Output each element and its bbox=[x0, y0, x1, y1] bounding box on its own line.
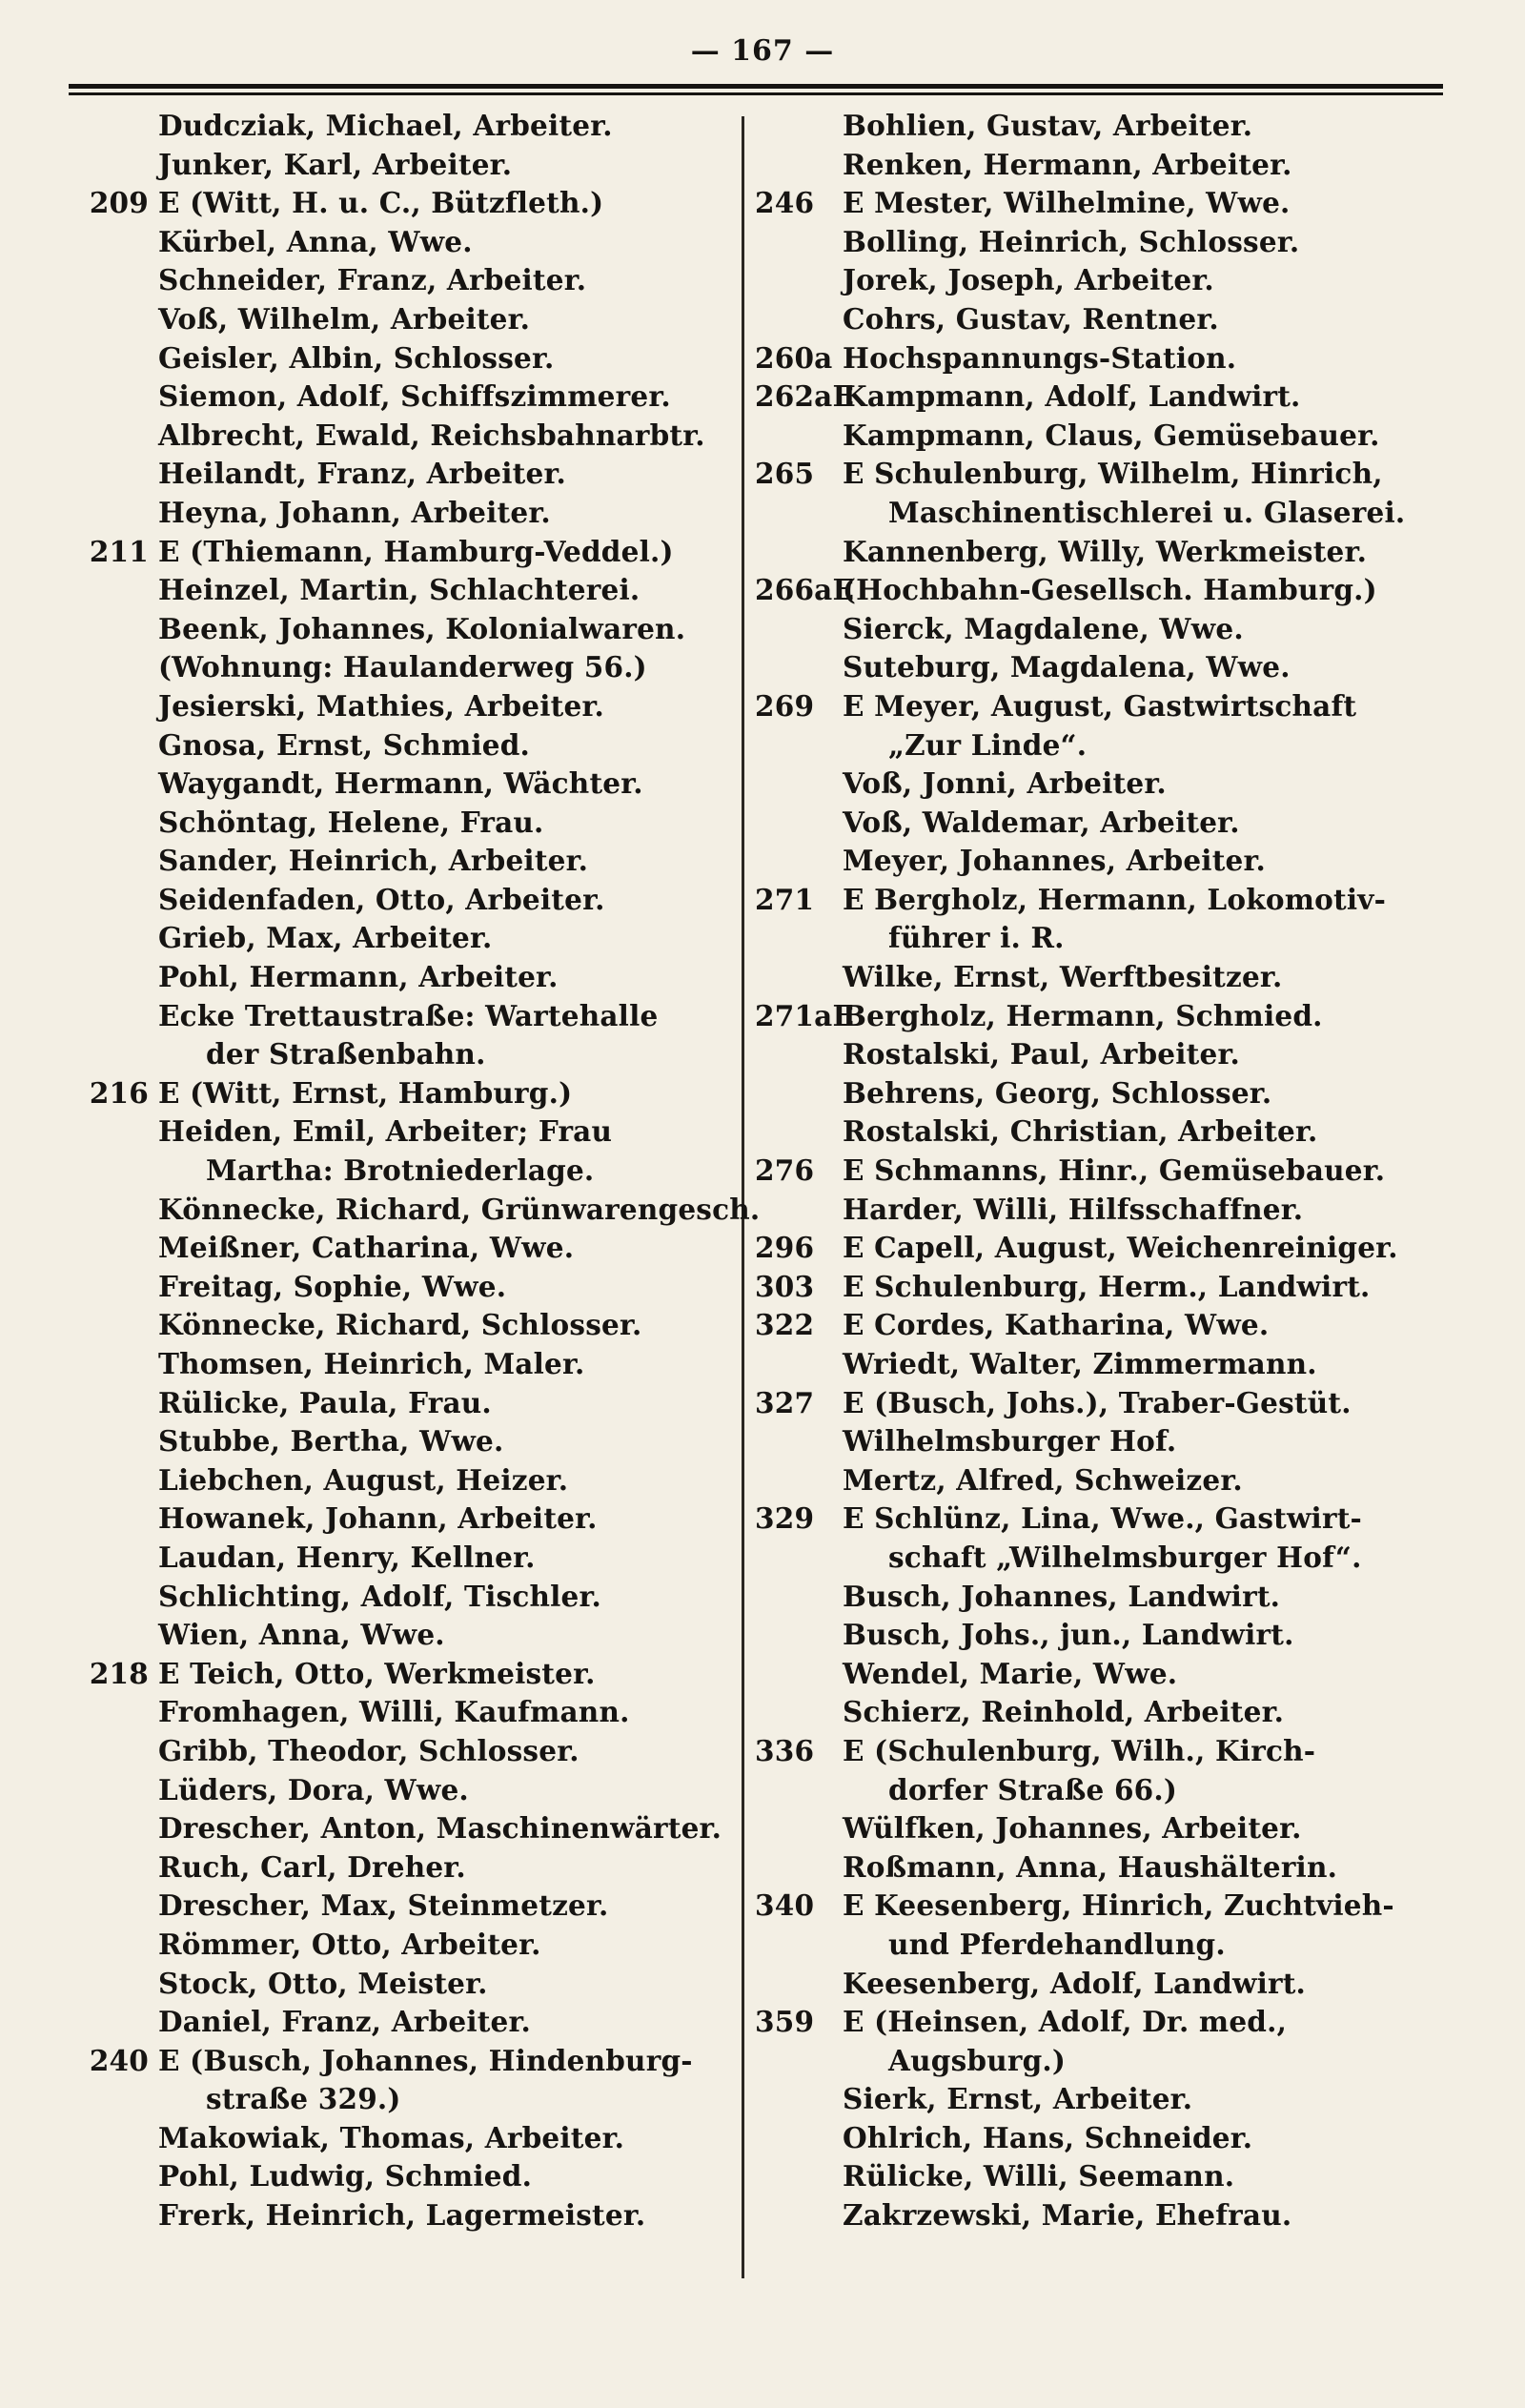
house-number: 262aE bbox=[755, 379, 855, 414]
entry-text: Waygandt, Hermann, Wächter. bbox=[158, 766, 643, 801]
directory-entry-line bbox=[755, 610, 1451, 649]
entry-text: Gnosa, Ernst, Schmied. bbox=[158, 727, 531, 762]
directory-entry-line bbox=[755, 533, 1451, 572]
house-number: 327 bbox=[755, 1385, 815, 1419]
entry-text: Freitag, Sophie, Wwe. bbox=[158, 1269, 507, 1303]
entry-text: Keesenberg, Adolf, Landwirt. bbox=[843, 1966, 1307, 2000]
directory-entry-line bbox=[755, 2080, 1451, 2119]
entry-text: Suteburg, Magdalena, Wwe. bbox=[843, 650, 1291, 684]
directory-entry-line bbox=[63, 726, 734, 765]
entry-text: Pohl, Hermann, Arbeiter. bbox=[158, 960, 559, 994]
entry-text: Hochspannungs-Station. bbox=[843, 340, 1237, 375]
directory-entry-line bbox=[63, 300, 734, 339]
directory-entry-line bbox=[755, 1771, 1451, 1810]
directory-entry-line bbox=[63, 455, 734, 494]
directory-entry-line bbox=[755, 1345, 1451, 1384]
house-number: 340 bbox=[755, 1888, 815, 1923]
entry-text: E Keesenberg, Hinrich, Zuchtvieh- bbox=[843, 1888, 1394, 1923]
entry-text: Busch, Johs., jun., Landwirt. bbox=[843, 1618, 1294, 1652]
directory-entry-line bbox=[63, 648, 734, 687]
entry-text: Junker, Karl, Arbeiter. bbox=[158, 147, 513, 181]
entry-text: Ecke Trettaustraße: Wartehalle bbox=[158, 998, 659, 1032]
directory-entry-line bbox=[63, 223, 734, 262]
entry-text: Voß, Waldemar, Arbeiter. bbox=[843, 805, 1240, 839]
directory-entry-line bbox=[755, 378, 1451, 417]
entry-text: Kampmann, Claus, Gemüsebauer. bbox=[843, 418, 1380, 452]
entry-text: schaft „Wilhelmsburger Hof“. bbox=[888, 1540, 1362, 1574]
entry-text: Voß, Jonni, Arbeiter. bbox=[843, 766, 1167, 801]
entry-text: Fromhagen, Willi, Kaufmann. bbox=[158, 1695, 630, 1729]
entry-text: E Meyer, August, Gastwirtschaft bbox=[843, 688, 1357, 723]
entry-text: Rülicke, Willi, Seemann. bbox=[843, 2159, 1235, 2194]
entry-text: Heilandt, Franz, Arbeiter. bbox=[158, 457, 566, 491]
house-number: 265 bbox=[755, 457, 815, 491]
directory-entry-line bbox=[755, 997, 1451, 1036]
directory-entry-line bbox=[755, 881, 1451, 920]
directory-entry-line bbox=[755, 765, 1451, 804]
entry-text: Gribb, Theodor, Schlosser. bbox=[158, 1733, 580, 1767]
entry-text: Wien, Anna, Wwe. bbox=[158, 1618, 445, 1652]
directory-entry-line bbox=[755, 107, 1451, 146]
directory-entry-line bbox=[755, 1693, 1451, 1732]
directory-entry-line bbox=[63, 1035, 734, 1074]
directory-entry-line bbox=[755, 1191, 1451, 1230]
directory-entry-line bbox=[63, 1655, 734, 1694]
entry-text: führer i. R. bbox=[888, 921, 1065, 955]
header-rule-thick bbox=[69, 84, 1443, 89]
directory-entry-line bbox=[63, 1887, 734, 1926]
directory-entry-line bbox=[63, 571, 734, 610]
directory-entry-line bbox=[63, 1152, 734, 1191]
house-number: 269 bbox=[755, 688, 815, 723]
entry-text: Schierz, Reinhold, Arbeiter. bbox=[843, 1695, 1285, 1729]
entry-text: E (Busch, Johs.), Traber-Gestüt. bbox=[843, 1385, 1352, 1419]
directory-entry-line bbox=[755, 1616, 1451, 1655]
entry-text: Sander, Heinrich, Arbeiter. bbox=[158, 844, 589, 878]
directory-entry-line bbox=[63, 842, 734, 881]
house-number: 271 bbox=[755, 882, 815, 916]
directory-entry-line bbox=[755, 455, 1451, 494]
entry-text: (Wohnung: Haulanderweg 56.) bbox=[158, 650, 647, 684]
house-number: 260a bbox=[755, 340, 833, 375]
directory-entry-line bbox=[63, 1461, 734, 1500]
directory-entry-line bbox=[755, 1229, 1451, 1268]
directory-entry-line bbox=[755, 223, 1451, 262]
directory-entry-line bbox=[755, 2042, 1451, 2081]
house-number: 240 bbox=[89, 2043, 149, 2077]
entry-text: Kampmann, Adolf, Landwirt. bbox=[843, 379, 1301, 414]
directory-entry-line bbox=[755, 1461, 1451, 1500]
house-number: 296 bbox=[755, 1231, 815, 1265]
directory-entry-line bbox=[63, 610, 734, 649]
directory-entry-line bbox=[755, 2157, 1451, 2196]
entry-text: Maschinentischlerei u. Glaserei. bbox=[888, 495, 1406, 529]
entry-text: Pohl, Ludwig, Schmied. bbox=[158, 2159, 533, 2194]
entry-text: und Pferdehandlung. bbox=[888, 1927, 1226, 1961]
entry-text: Albrecht, Ewald, Reichsbahnarbtr. bbox=[158, 418, 705, 452]
entry-text: Sierk, Ernst, Arbeiter. bbox=[843, 2082, 1193, 2116]
right-column bbox=[755, 107, 1451, 2235]
directory-entry-line bbox=[755, 1074, 1451, 1113]
entry-text: Seidenfaden, Otto, Arbeiter. bbox=[158, 882, 605, 916]
entry-text: Stock, Otto, Meister. bbox=[158, 1966, 488, 2000]
entry-text: E Mester, Wilhelmine, Wwe. bbox=[843, 186, 1291, 220]
entry-text: Jesierski, Mathies, Arbeiter. bbox=[158, 688, 604, 723]
directory-entry-line bbox=[755, 1732, 1451, 1771]
entry-text: Heyna, Johann, Arbeiter. bbox=[158, 495, 551, 529]
entry-text: Meyer, Johannes, Arbeiter. bbox=[843, 844, 1267, 878]
directory-entry-line bbox=[63, 261, 734, 300]
entry-text: Mertz, Alfred, Schweizer. bbox=[843, 1462, 1243, 1497]
entry-text: Bergholz, Hermann, Schmied. bbox=[843, 998, 1323, 1032]
directory-entry-line bbox=[755, 1926, 1451, 1965]
entry-text: Dudcziak, Michael, Arbeiter. bbox=[158, 109, 613, 142]
directory-entry-line bbox=[755, 1500, 1451, 1539]
directory-entry-line bbox=[755, 2003, 1451, 2042]
directory-entry-line bbox=[63, 765, 734, 804]
directory-entry-line bbox=[63, 1771, 734, 1810]
directory-entry-line bbox=[755, 842, 1451, 881]
directory-entry-line bbox=[755, 1422, 1451, 1461]
directory-entry-line bbox=[63, 339, 734, 378]
entry-text: Geisler, Albin, Schlosser. bbox=[158, 340, 555, 375]
left-column bbox=[63, 107, 761, 2235]
house-number: 266aE bbox=[755, 573, 855, 607]
entry-text: Harder, Willi, Hilfsschaffner. bbox=[843, 1192, 1304, 1226]
entry-text: E (Witt, Ernst, Hamburg.) bbox=[158, 1075, 573, 1110]
entry-text: Schlichting, Adolf, Tischler. bbox=[158, 1579, 602, 1613]
entry-text: Busch, Johannes, Landwirt. bbox=[843, 1579, 1281, 1613]
directory-entry-line bbox=[755, 687, 1451, 726]
directory-entry-line bbox=[63, 2157, 734, 2196]
entry-text: Heiden, Emil, Arbeiter; Frau bbox=[158, 1114, 613, 1149]
entry-text: Ruch, Carl, Dreher. bbox=[158, 1849, 466, 1884]
entry-text: E Schlünz, Lina, Wwe., Gastwirt- bbox=[843, 1501, 1362, 1536]
entry-text: Heinzel, Martin, Schlachterei. bbox=[158, 573, 640, 607]
entry-text: Rülicke, Paula, Frau. bbox=[158, 1385, 492, 1419]
directory-entry-line bbox=[63, 1112, 734, 1152]
directory-entry-line bbox=[755, 648, 1451, 687]
directory-entry-line bbox=[755, 2196, 1451, 2235]
directory-entry-line bbox=[755, 1887, 1451, 1926]
directory-entry-line bbox=[755, 417, 1451, 456]
entry-text: E Capell, August, Weichenreiniger. bbox=[843, 1231, 1398, 1265]
entry-text: E Bergholz, Hermann, Lokomotiv- bbox=[843, 882, 1387, 916]
entry-text: Roßmann, Anna, Haushälterin. bbox=[843, 1849, 1338, 1884]
entry-text: Laudan, Henry, Kellner. bbox=[158, 1540, 536, 1574]
directory-entry-line bbox=[63, 1578, 734, 1617]
house-number: 211 bbox=[89, 534, 149, 568]
entry-text: Meißner, Catharina, Wwe. bbox=[158, 1231, 575, 1265]
directory-entry-line bbox=[63, 1732, 734, 1771]
house-number: 209 bbox=[89, 186, 149, 220]
entry-text: Rostalski, Paul, Arbeiter. bbox=[843, 1037, 1240, 1071]
entry-text: Drescher, Max, Steinmetzer. bbox=[158, 1888, 609, 1923]
directory-entry-line bbox=[755, 339, 1451, 378]
directory-entry-line bbox=[63, 958, 734, 997]
entry-text: Könnecke, Richard, Grünwarengesch. bbox=[158, 1192, 761, 1226]
directory-entry-line bbox=[755, 1268, 1451, 1307]
entry-text: Zakrzewski, Marie, Ehefrau. bbox=[843, 2198, 1292, 2233]
entry-text: E (Heinsen, Adolf, Dr. med., bbox=[843, 2005, 1288, 2039]
directory-entry-line bbox=[755, 1384, 1451, 1423]
directory-entry-line bbox=[63, 2119, 734, 2158]
entry-text: Schneider, Franz, Arbeiter. bbox=[158, 263, 587, 297]
entry-text: Könnecke, Richard, Schlosser. bbox=[158, 1308, 642, 1342]
directory-entry-line bbox=[63, 997, 734, 1036]
entry-text: Kürbel, Anna, Wwe. bbox=[158, 224, 473, 258]
directory-entry-line bbox=[63, 2080, 734, 2119]
directory-entry-line bbox=[63, 687, 734, 726]
entry-text: Wülfken, Johannes, Arbeiter. bbox=[843, 1811, 1302, 1846]
house-number: 271aE bbox=[755, 998, 855, 1032]
entry-text: E Schulenburg, Wilhelm, Hinrich, bbox=[843, 457, 1383, 491]
entry-text: E Schmanns, Hinr., Gemüsebauer. bbox=[843, 1153, 1386, 1188]
directory-entry-line bbox=[755, 1306, 1451, 1345]
house-number: 216 bbox=[89, 1075, 149, 1110]
directory-entry-line bbox=[755, 1965, 1451, 2004]
entry-text: Schöntag, Helene, Frau. bbox=[158, 805, 544, 839]
entry-text: Jorek, Joseph, Arbeiter. bbox=[843, 263, 1214, 297]
directory-entry-line bbox=[63, 1500, 734, 1539]
directory-entry-line bbox=[755, 1152, 1451, 1191]
house-number: 359 bbox=[755, 2005, 815, 2039]
directory-entry-line bbox=[755, 571, 1451, 610]
directory-entry-line bbox=[63, 2042, 734, 2081]
directory-entry-line bbox=[755, 300, 1451, 339]
directory-entry-line bbox=[63, 417, 734, 456]
entry-text: E Schulenburg, Herm., Landwirt. bbox=[843, 1269, 1371, 1303]
directory-entry-line bbox=[755, 184, 1451, 223]
house-number: 329 bbox=[755, 1501, 815, 1536]
directory-entry-line bbox=[63, 1693, 734, 1732]
directory-entry-line bbox=[755, 494, 1451, 533]
directory-entry-line bbox=[63, 919, 734, 958]
directory-entry-line bbox=[755, 919, 1451, 958]
entry-text: dorfer Straße 66.) bbox=[888, 1772, 1178, 1806]
entry-text: Daniel, Franz, Arbeiter. bbox=[158, 2005, 532, 2039]
entry-text: Ohlrich, Hans, Schneider. bbox=[843, 2120, 1253, 2154]
entry-text: E (Schulenburg, Wilh., Kirch- bbox=[843, 1733, 1316, 1767]
entry-text: Wilke, Ernst, Werftbesitzer. bbox=[843, 960, 1283, 994]
directory-entry-line bbox=[63, 1191, 761, 1230]
directory-entry-line bbox=[63, 1345, 734, 1384]
entry-text: Lüders, Dora, Wwe. bbox=[158, 1772, 469, 1806]
directory-entry-line bbox=[63, 1616, 734, 1655]
house-number: 276 bbox=[755, 1153, 815, 1188]
directory-entry-line bbox=[755, 1848, 1451, 1888]
entry-text: Makowiak, Thomas, Arbeiter. bbox=[158, 2120, 625, 2154]
entry-text: Augsburg.) bbox=[888, 2043, 1067, 2077]
directory-entry-line bbox=[755, 804, 1451, 843]
entry-text: Bohlien, Gustav, Arbeiter. bbox=[843, 109, 1253, 142]
directory-entry-line bbox=[755, 2119, 1451, 2158]
entry-text: Liebchen, August, Heizer. bbox=[158, 1462, 569, 1497]
page-number: — 167 — bbox=[690, 34, 835, 68]
directory-entry-line bbox=[755, 726, 1451, 765]
entry-text: Martha: Brotniederlage. bbox=[206, 1153, 595, 1188]
directory-entry-line bbox=[63, 1422, 734, 1461]
entry-text: Wilhelmsburger Hof. bbox=[843, 1424, 1177, 1459]
entry-text: E (Witt, H. u. C., Bützfleth.) bbox=[158, 186, 604, 220]
directory-entry-line bbox=[755, 146, 1451, 185]
header-rule-thin bbox=[69, 92, 1443, 95]
directory-entry-line bbox=[63, 1074, 734, 1113]
entry-text: Sierck, Magdalene, Wwe. bbox=[843, 611, 1244, 645]
directory-entry-line bbox=[63, 1229, 734, 1268]
house-number: 218 bbox=[89, 1656, 149, 1690]
entry-text: E Cordes, Katharina, Wwe. bbox=[843, 1308, 1270, 1342]
entry-text: E Teich, Otto, Werkmeister. bbox=[158, 1656, 596, 1690]
entry-text: der Straßenbahn. bbox=[206, 1037, 486, 1071]
directory-entry-line bbox=[63, 494, 734, 533]
entry-text: Beenk, Johannes, Kolonialwaren. bbox=[158, 611, 686, 645]
directory-entry-line bbox=[755, 1578, 1451, 1617]
entry-text: Römmer, Otto, Arbeiter. bbox=[158, 1927, 541, 1961]
entry-text: Wendel, Marie, Wwe. bbox=[843, 1656, 1178, 1690]
directory-entry-line bbox=[63, 1965, 734, 2004]
house-number: 336 bbox=[755, 1733, 815, 1767]
directory-entry-line bbox=[63, 2003, 734, 2042]
directory-entry-line bbox=[63, 1926, 734, 1965]
directory-entry-line bbox=[63, 107, 734, 146]
directory-entry-line bbox=[755, 1112, 1451, 1152]
entry-text: Behrens, Georg, Schlosser. bbox=[843, 1075, 1272, 1110]
entry-text: E (Thiemann, Hamburg-Veddel.) bbox=[158, 534, 674, 568]
directory-entry-line bbox=[755, 1655, 1451, 1694]
directory-entry-line bbox=[63, 378, 734, 417]
entry-text: Thomsen, Heinrich, Maler. bbox=[158, 1347, 585, 1380]
directory-entry-line bbox=[63, 1306, 734, 1345]
entry-text: (Hochbahn-Gesellsch. Hamburg.) bbox=[843, 573, 1377, 607]
house-number: 322 bbox=[755, 1308, 815, 1342]
directory-entry-line bbox=[63, 1848, 734, 1888]
entry-text: Voß, Wilhelm, Arbeiter. bbox=[158, 301, 531, 336]
directory-entry-line bbox=[63, 1268, 734, 1307]
entry-text: Rostalski, Christian, Arbeiter. bbox=[843, 1114, 1318, 1149]
directory-entry-line bbox=[755, 261, 1451, 300]
directory-entry-line bbox=[755, 1539, 1451, 1578]
directory-entry-line bbox=[63, 184, 734, 223]
directory-entry-line bbox=[63, 1539, 734, 1578]
entry-text: Kannenberg, Willy, Werkmeister. bbox=[843, 534, 1368, 568]
directory-entry-line bbox=[63, 1809, 734, 1848]
house-number: 246 bbox=[755, 186, 815, 220]
entry-text: straße 329.) bbox=[206, 2082, 401, 2116]
directory-entry-line bbox=[63, 881, 734, 920]
entry-text: Drescher, Anton, Maschinenwärter. bbox=[158, 1811, 722, 1846]
entry-text: Cohrs, Gustav, Rentner. bbox=[843, 301, 1219, 336]
entry-text: Stubbe, Bertha, Wwe. bbox=[158, 1424, 504, 1459]
entry-text: Renken, Hermann, Arbeiter. bbox=[843, 147, 1292, 181]
directory-entry-line bbox=[63, 533, 734, 572]
entry-text: Grieb, Max, Arbeiter. bbox=[158, 921, 493, 955]
directory-entry-line bbox=[63, 2196, 734, 2235]
directory-entry-line bbox=[63, 804, 734, 843]
entry-text: „Zur Linde“. bbox=[888, 727, 1088, 762]
entry-text: Wriedt, Walter, Zimmermann. bbox=[843, 1347, 1317, 1380]
entry-text: Siemon, Adolf, Schiffszimmerer. bbox=[158, 379, 671, 414]
entry-text: Bolling, Heinrich, Schlosser. bbox=[843, 224, 1300, 258]
directory-entry-line bbox=[755, 958, 1451, 997]
entry-text: Frerk, Heinrich, Lagermeister. bbox=[158, 2198, 646, 2233]
directory-entry-line bbox=[63, 1384, 734, 1423]
entry-text: E (Busch, Johannes, Hindenburg- bbox=[158, 2043, 693, 2077]
entry-text: Howanek, Johann, Arbeiter. bbox=[158, 1501, 598, 1536]
directory-entry-line bbox=[755, 1035, 1451, 1074]
directory-entry-line bbox=[755, 1809, 1451, 1848]
directory-entry-line bbox=[63, 146, 734, 185]
house-number: 303 bbox=[755, 1269, 815, 1303]
